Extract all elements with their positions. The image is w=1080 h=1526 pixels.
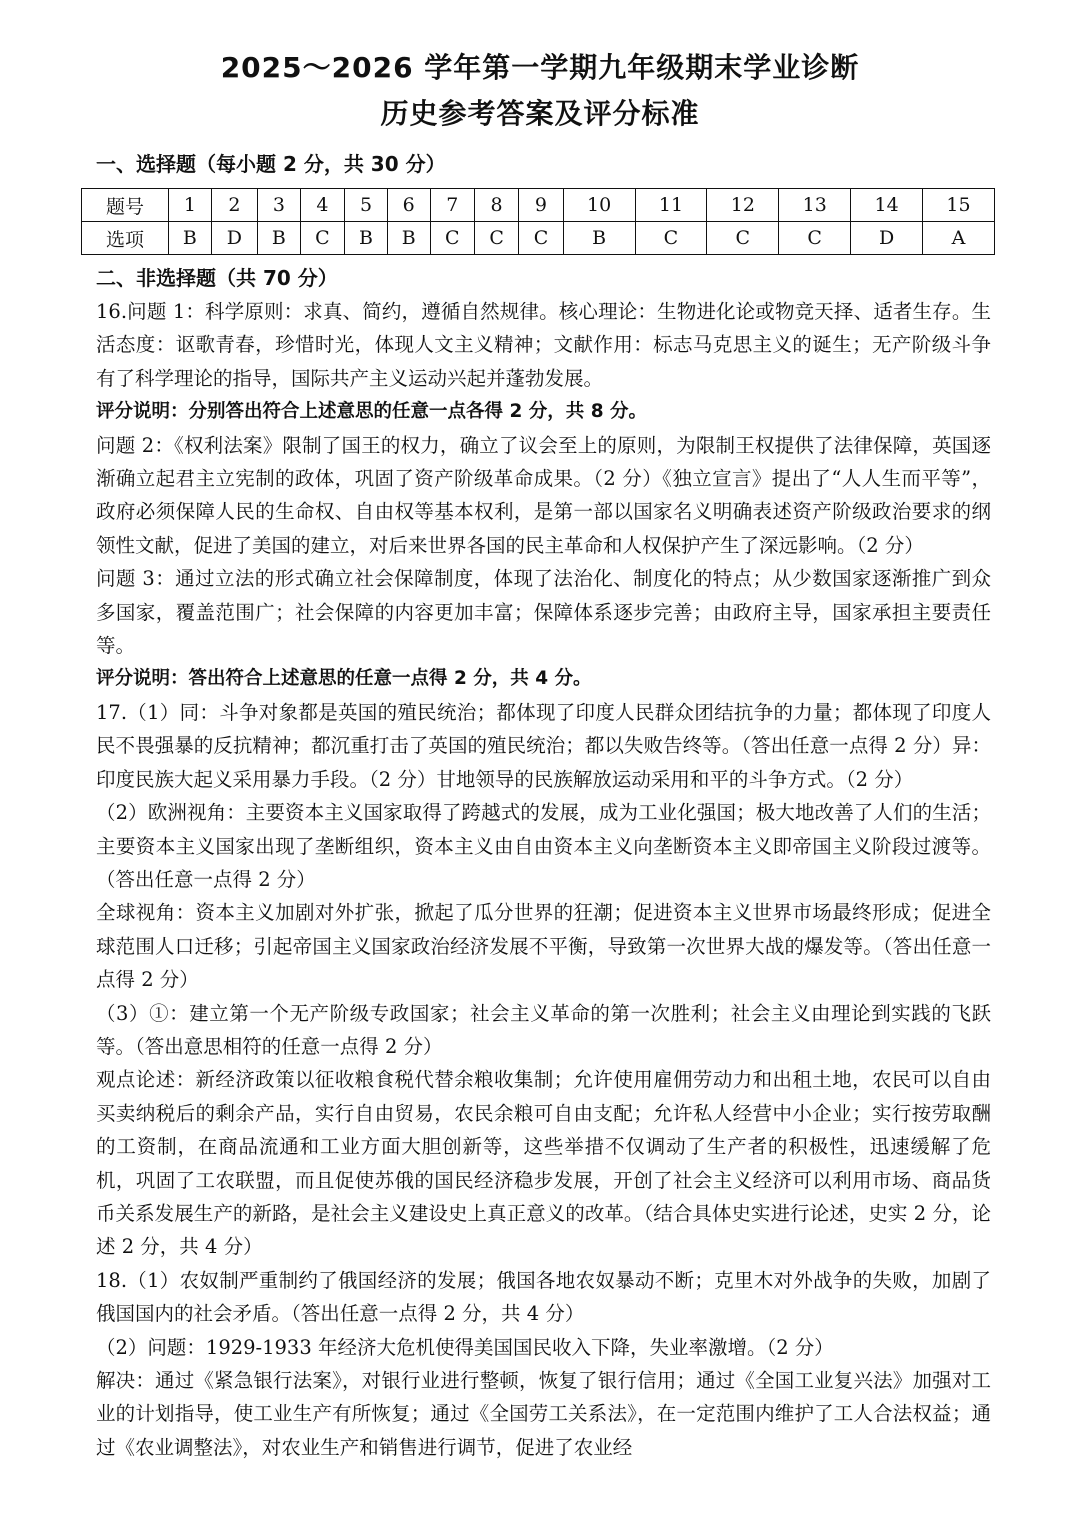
answer-body (96, 295, 991, 1464)
answer-cell: C (474, 222, 518, 255)
question-number-cell: 14 (851, 189, 923, 222)
answer-cell: A (923, 222, 995, 255)
answer-paragraph: （2）问题：1929-1933 年经济大危机使得美国国民收入下降，失业率激增。（2 分） (96, 1335, 834, 1359)
answer-paragraph: 16.问题 1：科学原则：求真、简约，遵循自然规律。核心理论：生物进化论或物竞天择、适者生存。生活态度：讴歌青春，珍惜时光，体现人文主义精神；文献作用：标志马克思主义的诞生；无产阶级斗争有了科学理论的指导，国际共产主义运动兴起并蓬勃发展。 (96, 300, 991, 390)
question-number-cell: 12 (707, 189, 779, 222)
question-number-cell: 13 (779, 189, 851, 222)
answer-cell: D (211, 222, 257, 255)
answer-cell: B (169, 222, 212, 255)
question-number-cell: 4 (300, 189, 344, 222)
answer-paragraph: 问题 3：通过立法的形式确立社会保障制度，体现了法治化、制度化的特点；从少数国家逐渐推广到众多国家，覆盖范围广；社会保障的内容更加丰富；保障体系逐步完善；由政府主导，国家承担主要责任等。 (96, 567, 991, 658)
answer-row (82, 222, 995, 255)
answer-cell: B (387, 222, 430, 255)
answer-paragraph: 17.（1）同：斗争对象都是英国的殖民统治；都体现了印度人民群众团结抗争的力量；都体现了印度人民不畏强暴的反抗精神；都沉重打击了英国的殖民统治；都以失败告终等。（答出任意一点得 2 分）异：印度民族大起义采用暴力手段。（2 分）甘地领导的民族解放运动采用和平的斗争方式。（2 分） (96, 700, 991, 791)
scoring-note: 评分说明：答出符合上述意思的任意一点得 2 分，共 4 分。 (96, 668, 592, 690)
answer-paragraph: 问题 2：《权利法案》限制了国王的权力，确立了议会至上的原则，为限制王权提供了法律保障，英国逐渐确立起君主立宪制的政体，巩固了资产阶级革命成果。（2 分）《独立宣言》提出了“人人生而平等”，政府必须保障人民的生命权、自由权等基本权利，是第一部以国家名义明确表述资产阶级政治要求的纲领性文献，促进了美国的建立，对后来世界各国的民主革命和人权保护产生了深远影响。（2 分） (96, 433, 991, 557)
row-label: 题号 (82, 189, 169, 222)
answer-cell: C (430, 222, 474, 255)
question-number-cell: 1 (169, 189, 212, 222)
answer-cell: B (563, 222, 635, 255)
question-number-row (82, 189, 995, 222)
answer-cell: C (779, 222, 851, 255)
answer-paragraph: 全球视角：资本主义加剧对外扩张，掀起了瓜分世界的狂潮；促进资本主义世界市场最终形成；促进全球范围人口迁移；引起帝国主义国家政治经济发展不平衡，导致第一次世界大战的爆发等。（答出任意一点得 2 分） (96, 901, 991, 992)
answer-paragraph: 18.（1）农奴制严重制约了俄国经济的发展；俄国各地农奴暴动不断；克里木对外战争的失败，加剧了俄国国内的社会矛盾。（答出任意一点得 2 分，共 4 分） (96, 1268, 991, 1326)
answer-cell: D (851, 222, 923, 255)
question-number-cell: 15 (923, 189, 995, 222)
question-number-cell: 9 (519, 189, 563, 222)
question-number-cell: 3 (258, 189, 301, 222)
row-label: 选项 (82, 222, 169, 255)
scoring-note: 评分说明：分别答出符合上述意思的任意一点各得 2 分，共 8 分。 (96, 401, 648, 423)
question-number-cell: 7 (430, 189, 474, 222)
question-number-cell: 6 (387, 189, 430, 222)
answer-paragraph: （3）①：建立第一个无产阶级专政国家；社会主义革命的第一次胜利；社会主义由理论到实践的飞跃等。（答出意思相符的任意一点得 2 分） (96, 1001, 991, 1058)
answer-cell: C (519, 222, 563, 255)
answer-paragraph: 观点论述：新经济政策以征收粮食税代替余粮收集制；允许使用雇佣劳动力和出租土地，农民可以自由买卖纳税后的剩余产品，实行自由贸易，农民余粮可自由支配；允许私人经营中小企业；实行按劳取酬的工资制，在商品流通和工业方面大胆创新等，这些举措不仅调动了生产者的积极性，迅速缓解了危机，巩固了工农联盟，而且促使苏俄的国民经济稳步发展，开创了社会主义经济可以利用市场、商品货币关系发展生产的新路，是社会主义建设史上真正意义的改革。（结合具体史实进行论述，史实 2 分，论述 2 分，共 4 分） (96, 1068, 991, 1259)
answer-cell: C (635, 222, 707, 255)
answer-cell: B (345, 222, 388, 255)
document-title: 2025～2026 学年第一学期九年级期末学业诊断 (220, 51, 860, 84)
answer-cell: C (300, 222, 344, 255)
answer-cell: C (707, 222, 779, 255)
question-number-cell: 5 (345, 189, 388, 222)
section-heading-choice: 一、选择题（每小题 2 分，共 30 分） (96, 152, 446, 176)
answer-cell: B (258, 222, 301, 255)
question-number-cell: 11 (635, 189, 707, 222)
section-heading-nonchoice: 二、非选择题（共 70 分） (96, 266, 338, 290)
question-number-cell: 2 (211, 189, 257, 222)
question-number-cell: 10 (563, 189, 635, 222)
answer-paragraph: 解决：通过《紧急银行法案》，对银行业进行整顿，恢复了银行信用；通过《全国工业复兴法》加强对工业的计划指导，使工业生产有所恢复；通过《全国劳工关系法》，在一定范围内维护了工人合法权益；通过《农业调整法》，对农业生产和销售进行调节，促进了农业经 (96, 1369, 991, 1459)
answer-table (81, 188, 995, 255)
answer-paragraph: （2）欧洲视角：主要资本主义国家取得了跨越式的发展，成为工业化强国；极大地改善了人们的生活；主要资本主义国家出现了垄断组织，资本主义由自由资本主义向垄断资本主义即帝国主义阶段过渡等。（答出任意一点得 2 分） (96, 801, 991, 891)
document-subtitle: 历史参考答案及评分标准 (380, 97, 700, 130)
question-number-cell: 8 (474, 189, 518, 222)
